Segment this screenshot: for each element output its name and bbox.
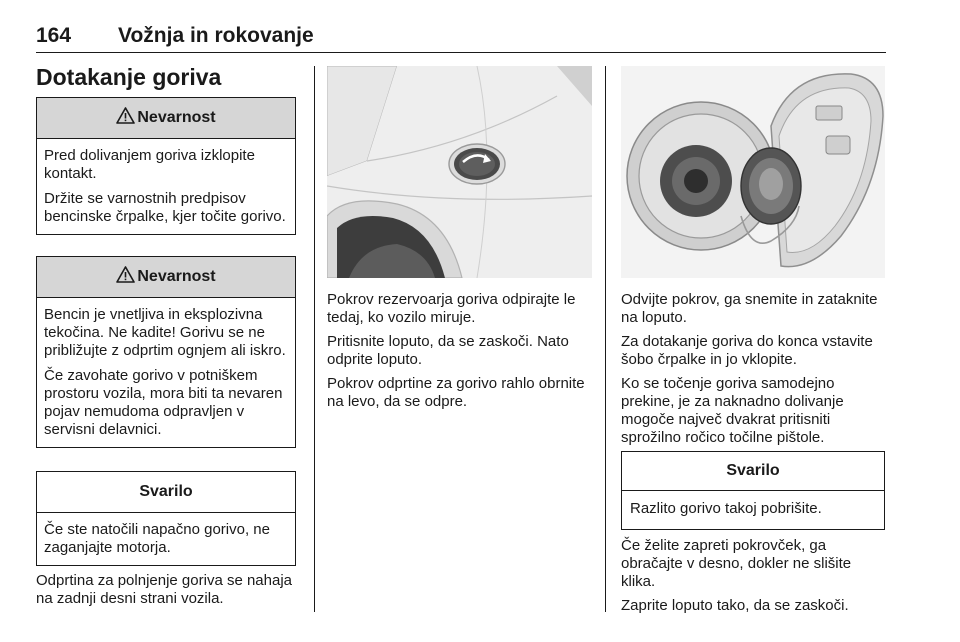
col3-paragraph: Za dotakanje goriva do konca vstavite šobo črpalke in jo vklopite.: [621, 333, 873, 368]
caution-box-2-body: [622, 491, 884, 529]
danger-box-1-body: [37, 139, 295, 234]
danger-box-1-paragraph: Pred dolivanjem goriva izklopite kontakt.: [44, 147, 255, 182]
col2-paragraph: Pokrov rezervoarja goriva odpirajte le tedaj, ko vozilo miruje.: [327, 291, 576, 326]
caution-box-1: [36, 471, 296, 566]
col3-paragraph: Ko se točenje goriva samodejno prekine, je za naknadno dolivanje mogoče največ dvakrat pritisniti sprožilno ročico točilne pištole.: [621, 375, 844, 446]
col3-paragraph: Odvijte pokrov, ga snemite in zataknite na loputo.: [621, 291, 878, 326]
danger-box-2-paragraph: Bencin je vnetljiva in eksplozivna tekočina. Ne kadite! Gorivu se ne približujte z odprtim ognjem ali iskro.: [44, 306, 286, 359]
col3-text-after: [621, 537, 889, 621]
col3-text: [621, 291, 889, 453]
fuel-filler-cap-illustration: [621, 66, 885, 278]
caution-box-2: [621, 451, 885, 530]
col3-paragraph: Zaprite loputo tako, da se zaskoči.: [621, 597, 849, 614]
caution-box-1-paragraph: Če ste natočili napačno gorivo, ne zaganjajte motorja.: [44, 521, 270, 556]
col2-paragraph: Pokrov odprtine za gorivo rahlo obrnite na levo, da se odpre.: [327, 375, 585, 410]
danger-box-1-paragraph: Držite se varnostnih predpisov bencinske črpalke, kjer točite gorivo.: [44, 190, 286, 225]
section-title: Dotakanje goriva: [36, 64, 222, 90]
caution-box-2-header: Svarilo: [622, 452, 884, 491]
danger-box-1: [36, 97, 296, 235]
danger-box-2-header: [37, 257, 295, 298]
danger-box-2-body: [37, 298, 295, 447]
col1-text: [36, 572, 301, 614]
col1-paragraph: Odprtina za polnjenje goriva se nahaja na zadnji desni strani vozila.: [36, 572, 293, 607]
column-divider-2: [605, 66, 606, 612]
caution-box-1-header: Svarilo: [37, 472, 295, 513]
danger-box-2-title: Nevarnost: [137, 268, 216, 285]
col2-text: [327, 291, 602, 417]
page-number: 164: [36, 24, 72, 47]
caution-box-2-paragraph: Razlito gorivo takoj pobrišite.: [630, 500, 822, 517]
warning-triangle-icon: [116, 266, 135, 288]
danger-box-2-paragraph: Če zavohate gorivo v potniškem prostoru vozila, mora biti ta nevaren pojav nemudoma odpravljen v servisni delavnici.: [44, 367, 283, 438]
car-fuel-flap-illustration: [327, 66, 592, 278]
col2-paragraph: Pritisnite loputo, da se zaskoči. Nato odprite loputo.: [327, 333, 569, 368]
column-divider-1: [314, 66, 315, 612]
danger-box-2: [36, 256, 296, 448]
danger-box-1-title: Nevarnost: [137, 109, 216, 126]
page-header: [36, 14, 886, 53]
caution-box-1-body: [37, 513, 295, 565]
warning-triangle-icon: [116, 107, 135, 129]
col3-paragraph: Če želite zapreti pokrovček, ga obračajte v desno, dokler ne slišite klika.: [621, 537, 852, 590]
danger-box-1-header: [37, 98, 295, 139]
chapter-title: Vožnja in rokovanje: [118, 24, 314, 47]
